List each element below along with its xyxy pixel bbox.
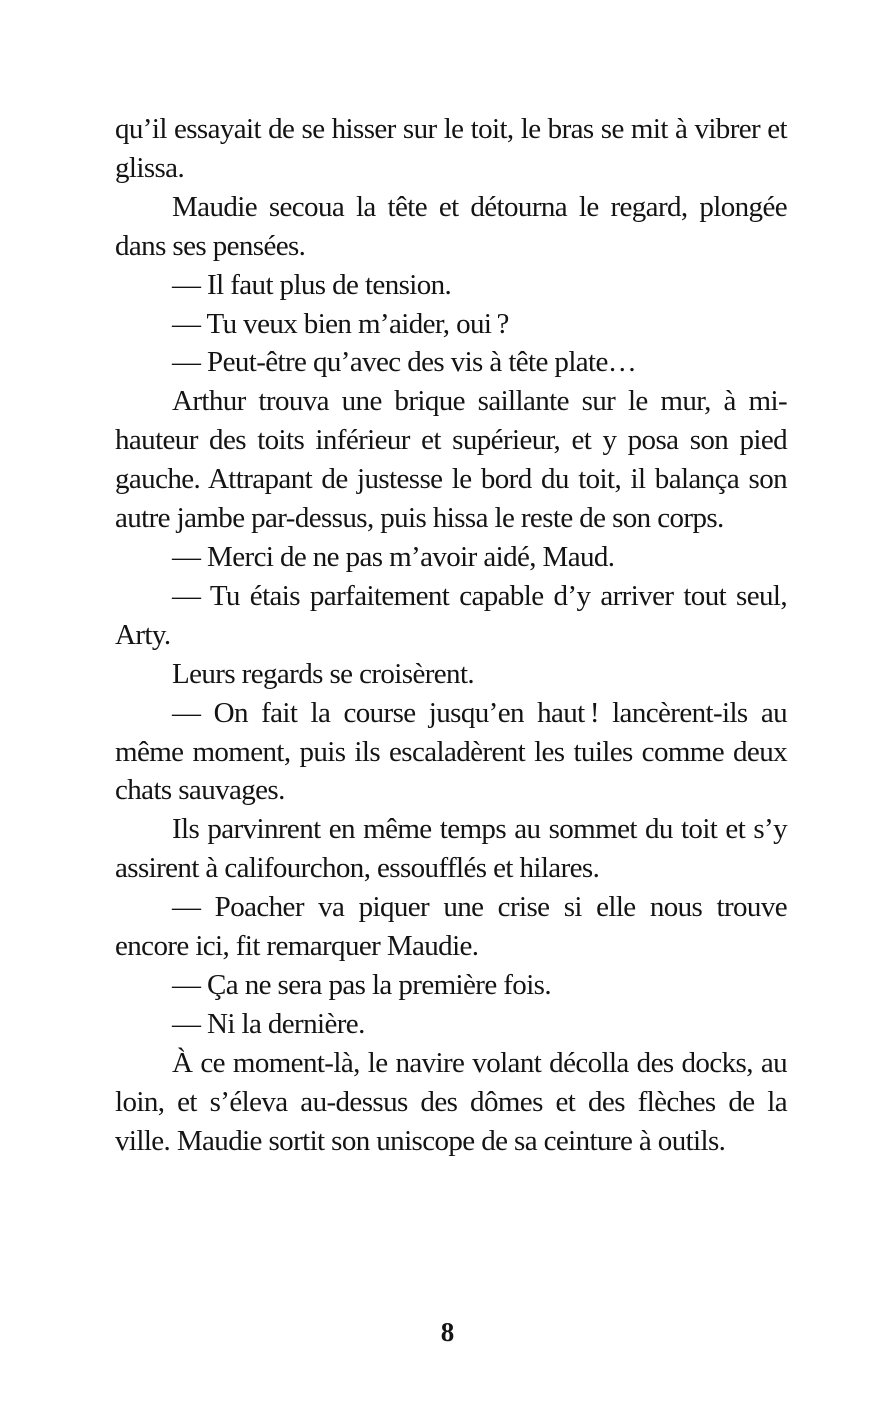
- paragraph: À ce moment-là, le navire volant décolla des docks, au loin, et s’éleva au-dessus des dômes et des flèches de la ville. Maudie sortit son uniscope de sa ceinture à outils.: [115, 1046, 787, 1157]
- dialogue-line: — Ni la dernière.: [172, 1007, 365, 1040]
- paragraph-continuation: qu’il essayait de se hisser sur le toit, le bras se mit à vibrer et glissa.: [115, 113, 787, 184]
- page-number: 8: [440, 1317, 455, 1347]
- dialogue-line: — On fait la course jusqu’en haut ! lancèrent-ils au même moment, puis ils escaladèrent les tuiles comme deux chats sauvages.: [115, 696, 787, 807]
- dialogue-line: — Merci de ne pas m’avoir aidé, Maud.: [172, 540, 615, 573]
- paragraph: Leurs regards se croisèrent.: [172, 657, 475, 690]
- dialogue-line: — Poacher va piquer une crise si elle nous trouve encore ici, fit remarquer Maudie.: [115, 891, 787, 963]
- dialogue-line: — Peut-être qu’avec des vis à tête plate…: [172, 346, 637, 379]
- paragraph: Ils parvinrent en même temps au sommet du toit et s’y assirent à califourchon, essoufflés et hilares.: [115, 813, 787, 885]
- paragraph: Maudie secoua la tête et détourna le regard, plongée dans ses pensées.: [115, 190, 787, 262]
- paragraph: Arthur trouva une brique saillante sur le mur, à mi-hauteur des toits inférieur et supérieur, et y posa son pied gauche. Attrapant de justesse le bord du toit, il balança son autre jambe par-dessus, puis hissa le reste de son corps.: [115, 385, 787, 535]
- dialogue-line: — Ça ne sera pas la première fois.: [172, 968, 552, 1001]
- page-text: [115, 110, 787, 1160]
- dialogue-line: — Tu veux bien m’aider, oui ?: [172, 307, 509, 340]
- dialogue-line: — Il faut plus de tension.: [172, 268, 452, 301]
- dialogue-line: — Tu étais parfaitement capable d’y arriver tout seul, Arty.: [115, 579, 787, 651]
